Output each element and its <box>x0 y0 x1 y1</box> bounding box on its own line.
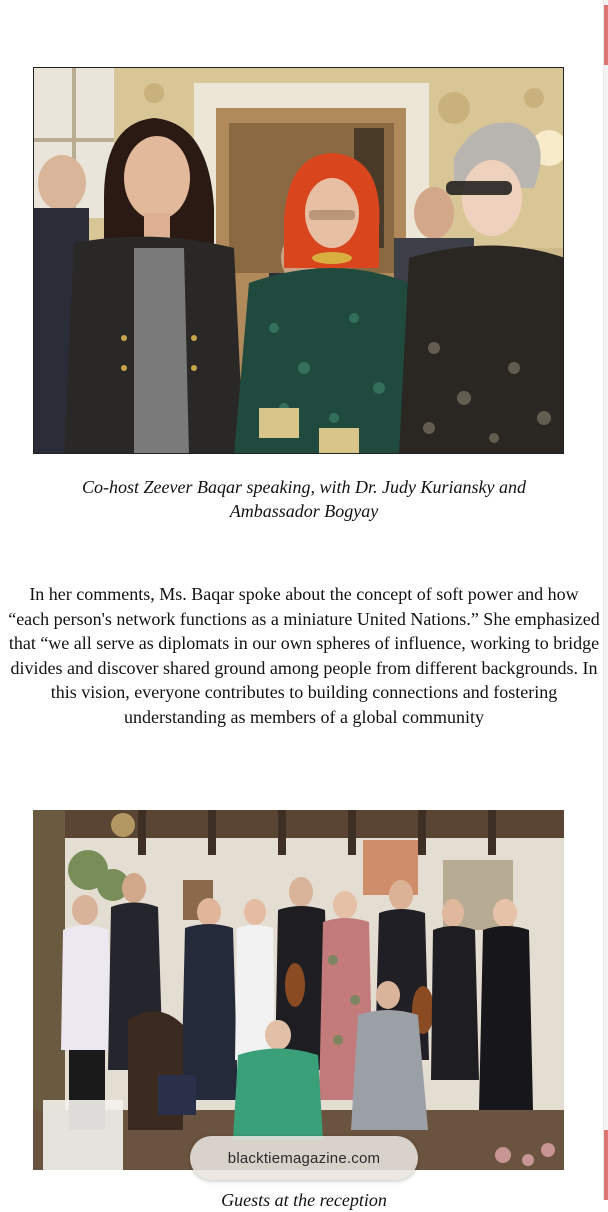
article-photo-2 <box>33 810 564 1170</box>
article-paragraph: In her comments, Ms. Baqar spoke about the concept of soft power and how “each person's network functions as a miniature United Nations.” She emphasized that “we all serve as diplomats in our own spheres of influence, working to bridge divides and discover shared ground among people from different backgrounds. In this vision, everyone contributes to building connections and fostering understanding as members of a global community <box>8 584 600 727</box>
photo-2-image <box>33 810 564 1170</box>
browser-address-bar[interactable]: blacktiemagazine.com <box>190 1136 418 1180</box>
photo-2-caption: Guests at the reception <box>221 1190 387 1210</box>
scroll-edge <box>603 0 608 1200</box>
photo-1-caption: Co-host Zeever Baqar speaking, with Dr. Judy Kuriansky and Ambassador Bogyay <box>82 477 526 521</box>
photo-1-image <box>34 68 564 454</box>
article-photo-1 <box>33 67 564 454</box>
edge-marker <box>604 5 608 65</box>
edge-marker <box>604 1130 608 1200</box>
